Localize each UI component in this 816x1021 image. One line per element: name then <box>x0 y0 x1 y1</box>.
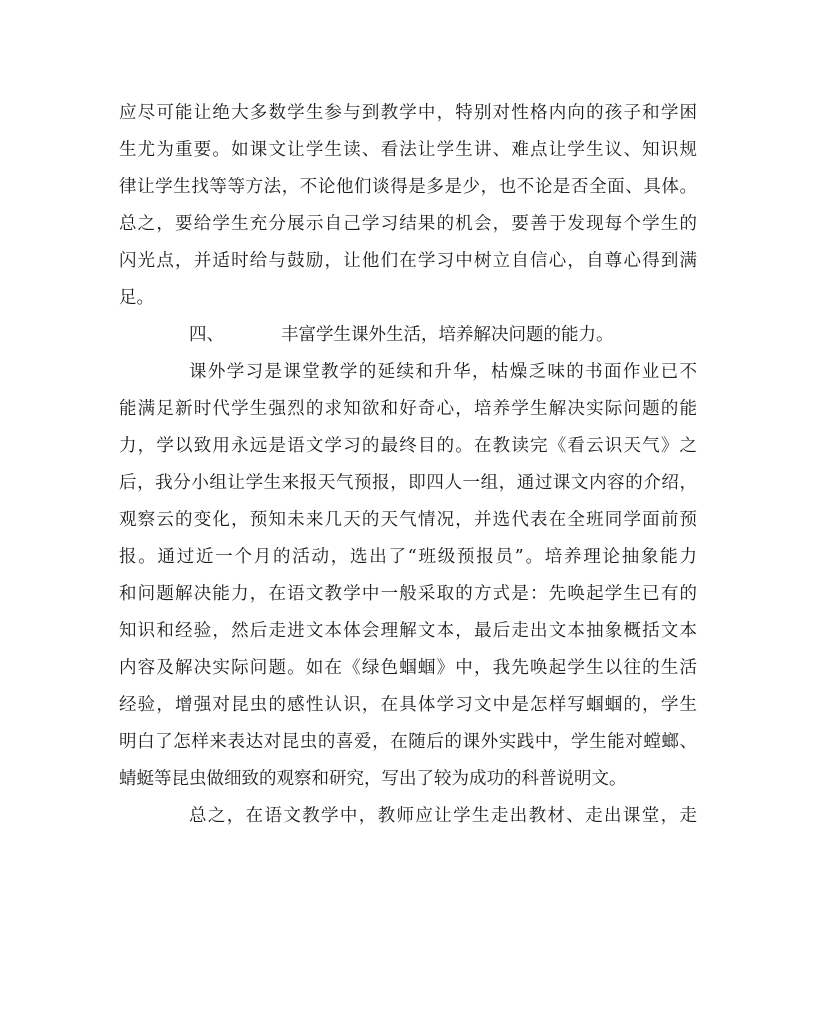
paragraph-1-line-2: 生尤为重要。如课文让学生读、看法让学生讲、难点让学生议、知识规 <box>119 140 697 160</box>
paragraph-2-line-9: 内容及解决实际问题。如在《绿色蝈蝈》中，我先唤起学生以往的生活 <box>119 658 697 678</box>
section-heading-number: 四、 <box>189 325 224 345</box>
paragraph-2-line-12: 蜻蜓等昆虫做细致的观察和研究，写出了较为成功的科普说明文。 <box>119 769 627 789</box>
paragraph-2-line-1: 课外学习是课堂教学的延续和升华，枯燥乏味的书面作业已不 <box>189 362 697 382</box>
paragraph-1-line-3: 律让学生找等等方法，不论他们谈得是多是少，也不论是否全面、具体。 <box>119 177 697 197</box>
section-heading <box>119 317 697 354</box>
paragraph-2-line-7: 和问题解决能力，在语文教学中一般采取的方式是：先唤起学生已有的 <box>119 584 697 604</box>
document-body <box>119 95 697 835</box>
paragraph-1-line-5: 闪光点，并适时给与鼓励，让他们在学习中树立自信心，自尊心得到满 <box>119 251 697 271</box>
paragraph-1-line-6: 足。 <box>119 288 154 308</box>
paragraph-1-line-4: 总之，要给学生充分展示自己学习结果的机会，要善于发现每个学生的 <box>119 214 697 234</box>
paragraph-2-line-5: 观察云的变化，预知未来几天的天气情况，并选代表在全班同学面前预 <box>119 510 697 530</box>
paragraph-2-line-2: 能满足新时代学生强烈的求知欲和好奇心，培养学生解决实际问题的能 <box>119 399 697 419</box>
paragraph-2-line-11: 明白了怎样来表达对昆虫的喜爱，在随后的课外实践中，学生能对螳螂、 <box>119 732 697 752</box>
section-heading-text: 丰富学生课外生活，培养解决问题的能力。 <box>281 325 614 345</box>
paragraph-2-line-6: 报。通过近一个月的活动，选出了“班级预报员”。培养理论抽象能力 <box>119 547 697 567</box>
paragraph-3-line-1: 总之，在语文教学中，教师应让学生走出教材、走出课堂，走 <box>189 806 697 826</box>
paragraph-2-line-3: 力，学以致用永远是语文学习的最终目的。在教读完《看云识天气》之 <box>119 436 697 456</box>
paragraph-2-line-8: 知识和经验，然后走进文本体会理解文本，最后走出文本抽象概括文本 <box>119 621 697 641</box>
paragraph-2-line-4: 后，我分小组让学生来报天气预报，即四人一组，通过课文内容的介绍， <box>119 473 697 493</box>
paragraph-2-line-10: 经验，增强对昆虫的感性认识，在具体学习文中是怎样写蝈蝈的，学生 <box>119 695 697 715</box>
paragraph-1-line-1: 应尽可能让绝大多数学生参与到教学中，特别对性格内向的孩子和学困 <box>119 103 697 123</box>
